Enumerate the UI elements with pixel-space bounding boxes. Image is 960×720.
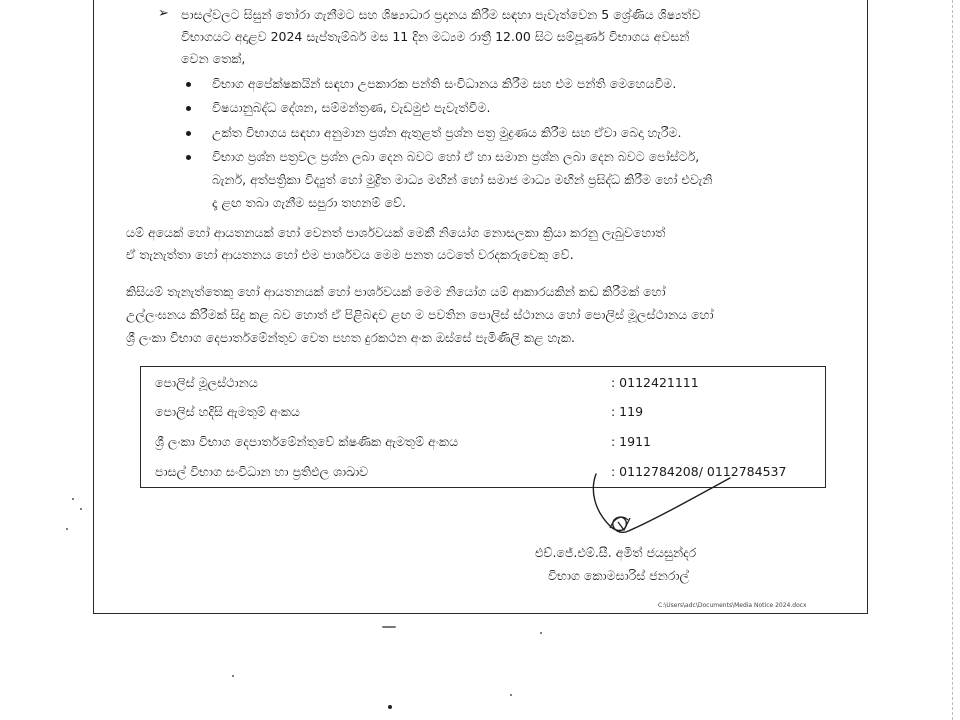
contact-row bbox=[141, 369, 825, 395]
contact-label: පොලිස් හදිසි ඇමතුම් අංකය bbox=[155, 404, 300, 419]
scan-speck bbox=[388, 705, 392, 709]
arrow-bullet-icon: ➢ bbox=[158, 6, 169, 21]
paragraph-2-line-3: ශ්‍රී ලංකා විභාග දෙපාර්තමේන්තුව වෙත පහත දුරකථන අංක ඔස්සේ පැමිණිලි කළ හැක. bbox=[126, 330, 576, 345]
scan-speck bbox=[540, 632, 542, 634]
scan-speck bbox=[80, 508, 82, 510]
bullet-dot-icon bbox=[186, 82, 191, 87]
bullet-item-1: විභාග අපේක්ෂකයින් සඳහා උපකාරක පන්ති සංවිධානය කිරීම සහ එම පන්ති මෙහෙයවීම. bbox=[212, 76, 677, 91]
contact-number: : 0112784208/ 0112784537 bbox=[611, 464, 787, 479]
document-file-path: C:\Users\adc\Documents\Media Notice 2024.docx bbox=[658, 602, 807, 609]
bullet-item-2: විෂයානුබද්ධ දේශන, සම්මන්ත්‍රණ, වැඩමුළු පැවැත්වීම. bbox=[212, 100, 491, 115]
bullet-item-4-line-1: විභාග ප්‍රශ්න පත්‍රවල ප්‍රශ්න ලබා දෙන බවට හෝ ඒ හා සමාන ප්‍රශ්න ලබා දෙන බවට පෝස්ටර්, bbox=[212, 149, 700, 164]
contact-number: : 119 bbox=[611, 404, 644, 419]
handwritten-signature bbox=[580, 470, 740, 540]
paragraph-2-line-2: උල්ලංඝනය කිරීමක් සිදු කළ බව හොත් ඒ පිළිබඳව ළඟ ම පවතින පොලිස් ස්ථානය හෝ පොලිස් මූලස්ථානය හෝ bbox=[126, 307, 714, 322]
contact-row bbox=[141, 398, 825, 424]
contact-number: : 1911 bbox=[611, 434, 651, 449]
contact-label: පාසල් විභාග සංවිධාන හා ප්‍රතිඵල ශාඛාව bbox=[155, 464, 369, 479]
scan-speck bbox=[382, 626, 396, 628]
bullet-dot-icon bbox=[186, 106, 191, 111]
signatory-name: එච්.ජේ.එම්.සී. අමිත් ජයසුන්දර bbox=[535, 545, 697, 560]
bullet-item-4-line-2: බැනර්, අත්පත්‍රිකා විද්‍යුත් හෝ මුද්‍රිත මාධ්‍ය මඟින් හෝ සමාජ මාධ්‍ය මඟින් ප්‍රසිද්ධ කිරීම හෝ එවැනි bbox=[212, 172, 713, 187]
contact-label: ශ්‍රී ලංකා විභාග දෙපාර්තමේන්තුවේ ක්ෂණික ඇමතුම් අංකය bbox=[155, 434, 459, 449]
intro-line-2: විභාගයට අදාළව 2024 සැප්තැම්බර් මස 11 දින මධ්‍යම රාත්‍රී 12.00 සිට සම්පූර්ණ විභාගය අවසන් bbox=[181, 29, 690, 44]
page-edge-line bbox=[952, 0, 953, 720]
paragraph-1-line-1: යම් අයෙක් හෝ ආයතනයක් හෝ වෙනත් පාර්ශවයක් මෙකී නියෝග නොසලකා ක්‍රියා කරනු ලැබුවහොත් bbox=[126, 225, 666, 240]
scan-speck bbox=[510, 694, 512, 696]
scan-speck bbox=[66, 528, 68, 530]
bullet-item-3: උක්ත විභාගය සඳහා අනුමාන ප්‍රශ්න ඇතුළත් ප්‍රශ්න පත්‍ර මුද්‍රණය කිරීම සහ ඒවා බෙදා හැරීම. bbox=[212, 125, 682, 140]
bullet-dot-icon bbox=[186, 155, 191, 160]
scan-speck bbox=[232, 675, 234, 677]
paragraph-2-line-1: කිසියම් තැනැත්තෙකු හෝ ආයතනයක් හෝ පාර්ශවයක් මෙම නියෝග යම් ආකාරයකින් කඩ කිරීමක් හෝ bbox=[126, 284, 666, 299]
bullet-item-4-line-3: දෑ ළඟ තබා ගැනීම සපුරා තහනම් වේ. bbox=[212, 195, 406, 210]
contact-row bbox=[141, 428, 825, 454]
paragraph-1-line-2: ඒ තැනැත්තා හෝ ආයතනය හෝ එම පාර්ශවය මෙම පනත යටතේ වරදකරුවෙකු වේ. bbox=[126, 247, 574, 262]
contact-number: : 0112421111 bbox=[611, 375, 699, 390]
intro-line-1: පාසල්වලට සිසුන් තෝරා ගැනීමට සහ ශිෂ්‍යාධාර ප්‍රදානය කිරීම සඳහා පැවැත්වෙන 5 ශ්‍රේණිය ශිෂ්‍යත්ව bbox=[181, 7, 701, 22]
intro-line-3: වෙන තෙක්, bbox=[181, 51, 246, 66]
contact-label: පොලිස් මූලස්ථානය bbox=[155, 375, 258, 390]
bullet-dot-icon bbox=[186, 131, 191, 136]
signatory-title: විභාග කොමසාරිස් ජනරාල් bbox=[548, 568, 690, 583]
scan-speck bbox=[72, 498, 74, 500]
